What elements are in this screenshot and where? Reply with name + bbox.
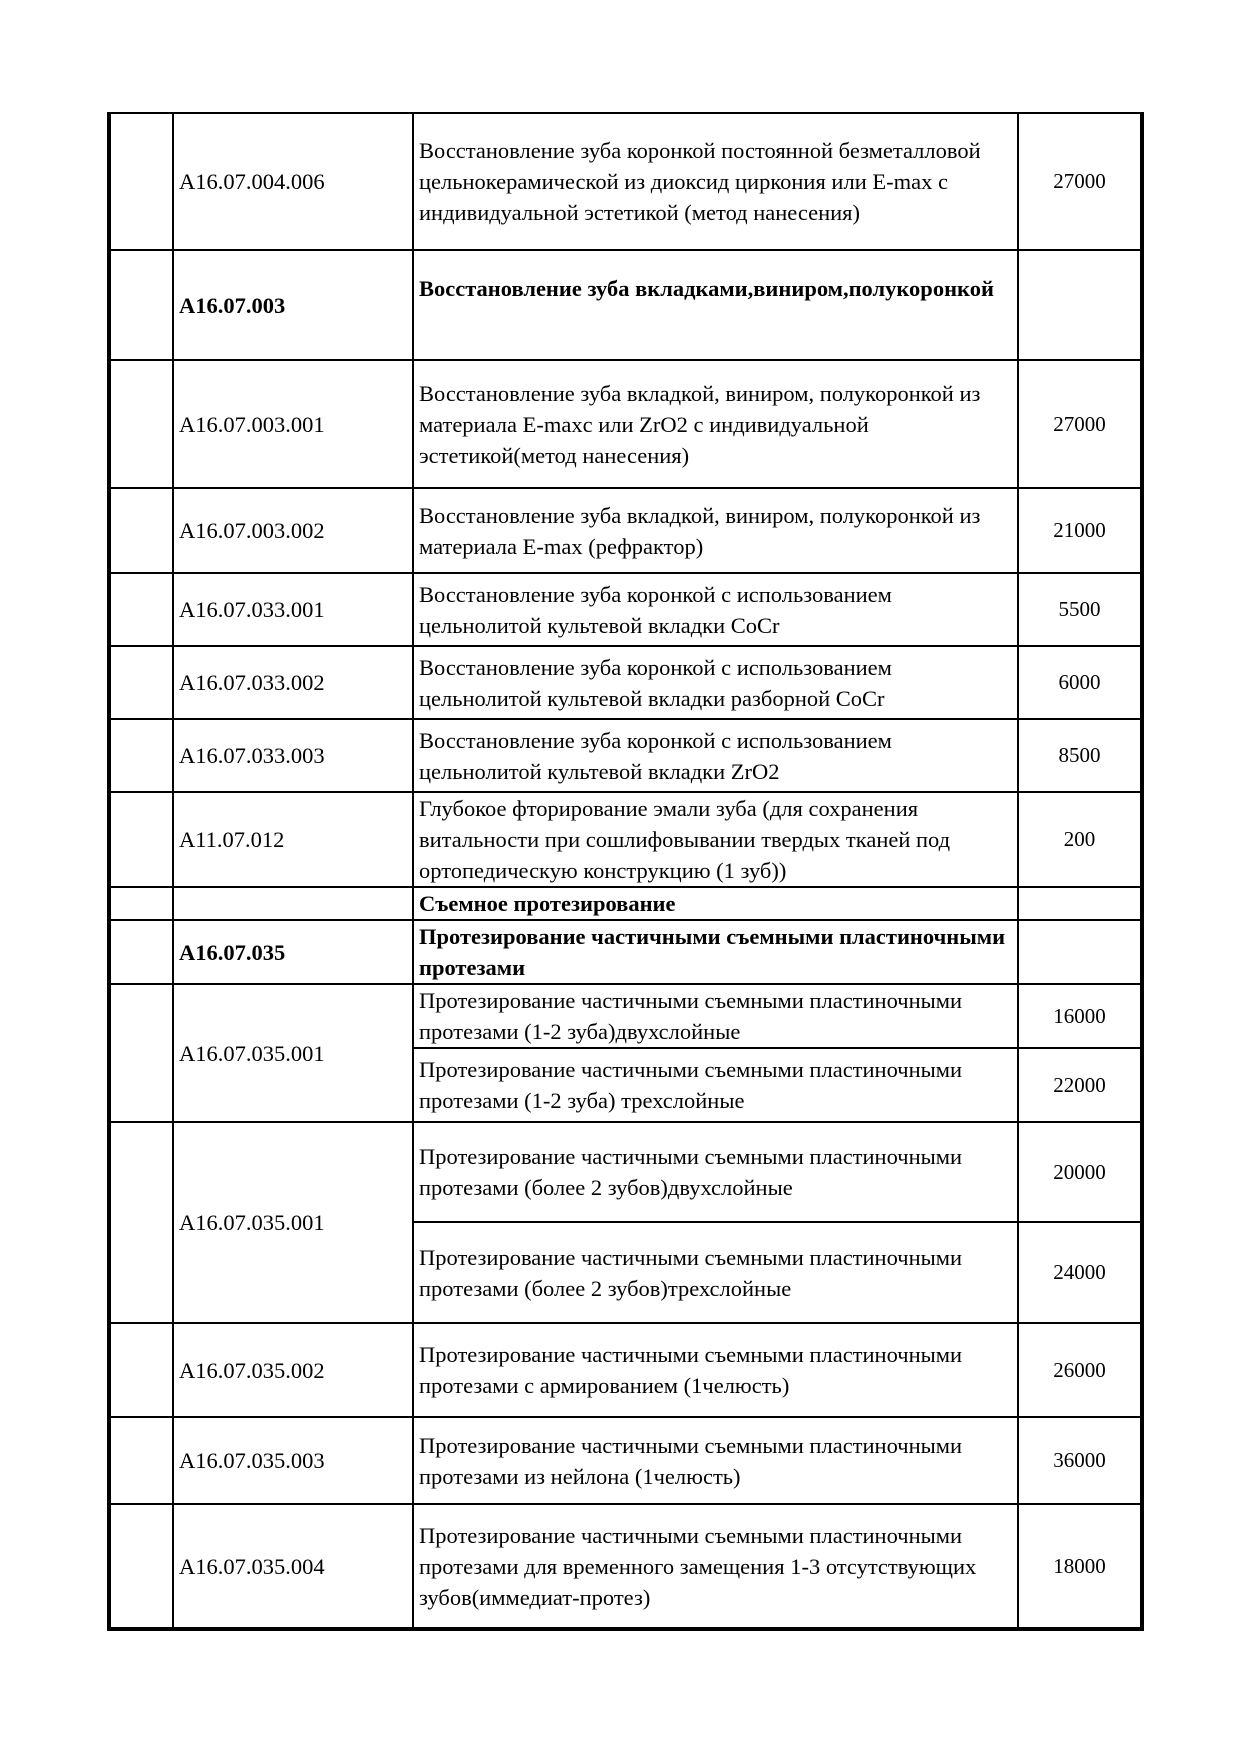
- service-code: А11.07.012: [173, 792, 413, 887]
- row-number-cell: [109, 573, 173, 646]
- table-row: [109, 1323, 1142, 1417]
- service-description: Восстановление зуба коронкой с использованием цельнолитой культевой вкладки ZrO2: [413, 719, 1018, 792]
- service-price: 22000: [1018, 1048, 1142, 1122]
- table-row: [109, 573, 1142, 646]
- row-number-cell: [109, 1323, 173, 1417]
- section-row: [109, 250, 1142, 360]
- row-number-cell: [109, 1122, 173, 1323]
- table-row: [109, 113, 1142, 250]
- service-price: 24000: [1018, 1222, 1142, 1323]
- service-price: 18000: [1018, 1504, 1142, 1629]
- service-code: А16.07.003.002: [173, 488, 413, 573]
- service-code: А16.07.033.001: [173, 573, 413, 646]
- service-price: 6000: [1018, 646, 1142, 719]
- service-description: Восстановление зуба вкладкой, виниром, полукоронкой из материала E-maxс или ZrO2 с индивидуальной эстетикой(метод нанесения): [413, 360, 1018, 488]
- service-code: А16.07.035.003: [173, 1417, 413, 1504]
- section-title: Протезирование частичными съемными пластиночными протезами: [413, 920, 1018, 984]
- service-description: Протезирование частичными съемными пластиночными протезами для временного замещения 1-3 отсутствующих зубов(иммедиат-протез): [413, 1504, 1018, 1629]
- table-row: [109, 719, 1142, 792]
- row-number-cell: [109, 1417, 173, 1504]
- service-code: А16.07.035.001: [173, 1122, 413, 1323]
- row-number-cell: [109, 646, 173, 719]
- section-row: [109, 920, 1142, 984]
- price-table: [107, 112, 1144, 1631]
- row-number-cell: [109, 488, 173, 573]
- section-code: А16.07.003: [173, 250, 413, 360]
- service-description: Протезирование частичными съемными пластиночными протезами с армированием (1челюсть): [413, 1323, 1018, 1417]
- service-description: Восстановление зуба коронкой постоянной безметалловой цельнокерамической из диоксид циркония или E-max с индивидуальной эстетикой (метод нанесения): [413, 113, 1018, 250]
- row-number-cell: [109, 792, 173, 887]
- service-price: 5500: [1018, 573, 1142, 646]
- section-code: [173, 887, 413, 920]
- row-number-cell: [109, 887, 173, 920]
- section-row: [109, 887, 1142, 920]
- section-price: [1018, 887, 1142, 920]
- service-description: Протезирование частичными съемными пластиночными протезами (более 2 зубов)двухслойные: [413, 1122, 1018, 1222]
- row-number-cell: [109, 250, 173, 360]
- table-row: [109, 360, 1142, 488]
- table-row: [109, 488, 1142, 573]
- service-description: Глубокое фторирование эмали зуба (для сохранения витальности при сошлифовывании твердых тканей под ортопедическую конструкцию (1 зуб)): [413, 792, 1018, 887]
- service-code: А16.07.035.001: [173, 984, 413, 1122]
- service-description: Протезирование частичными съемными пластиночными протезами (1-2 зуба) трехслойные: [413, 1048, 1018, 1122]
- row-number-cell: [109, 1504, 173, 1629]
- row-number-cell: [109, 920, 173, 984]
- table-row: [109, 1417, 1142, 1504]
- row-number-cell: [109, 113, 173, 250]
- table-row: [109, 792, 1142, 887]
- service-description: Протезирование частичными съемными пластиночными протезами (1-2 зуба)двухслойные: [413, 984, 1018, 1048]
- service-price: 36000: [1018, 1417, 1142, 1504]
- service-price: 8500: [1018, 719, 1142, 792]
- service-code: А16.07.035.002: [173, 1323, 413, 1417]
- service-price: 200: [1018, 792, 1142, 887]
- section-title: Съемное протезирование: [413, 887, 1018, 920]
- table-row: [109, 1122, 1142, 1222]
- service-code: А16.07.035.004: [173, 1504, 413, 1629]
- service-price: 16000: [1018, 984, 1142, 1048]
- service-price: 20000: [1018, 1122, 1142, 1222]
- service-price: 26000: [1018, 1323, 1142, 1417]
- service-code: А16.07.033.002: [173, 646, 413, 719]
- service-code: А16.07.003.001: [173, 360, 413, 488]
- service-price: 21000: [1018, 488, 1142, 573]
- service-code: А16.07.004.006: [173, 113, 413, 250]
- service-description: Восстановление зуба коронкой с использованием цельнолитой культевой вкладки разборной CoCr: [413, 646, 1018, 719]
- row-number-cell: [109, 719, 173, 792]
- table-row: [109, 984, 1142, 1048]
- row-number-cell: [109, 360, 173, 488]
- table-row: [109, 1504, 1142, 1629]
- service-description: Восстановление зуба коронкой с использованием цельнолитой культевой вкладки CoCr: [413, 573, 1018, 646]
- service-description: Протезирование частичными съемными пластиночными протезами (более 2 зубов)трехслойные: [413, 1222, 1018, 1323]
- service-description: Восстановление зуба вкладкой, виниром, полукоронкой из материала E-max (рефрактор): [413, 488, 1018, 573]
- service-price: 27000: [1018, 113, 1142, 250]
- service-description: Протезирование частичными съемными пластиночными протезами из нейлона (1челюсть): [413, 1417, 1018, 1504]
- section-price: [1018, 250, 1142, 360]
- section-code: А16.07.035: [173, 920, 413, 984]
- section-title: Восстановление зуба вкладками,виниром,полукоронкой: [413, 250, 1018, 360]
- service-price: 27000: [1018, 360, 1142, 488]
- row-number-cell: [109, 984, 173, 1122]
- table-row: [109, 646, 1142, 719]
- section-price: [1018, 920, 1142, 984]
- service-code: А16.07.033.003: [173, 719, 413, 792]
